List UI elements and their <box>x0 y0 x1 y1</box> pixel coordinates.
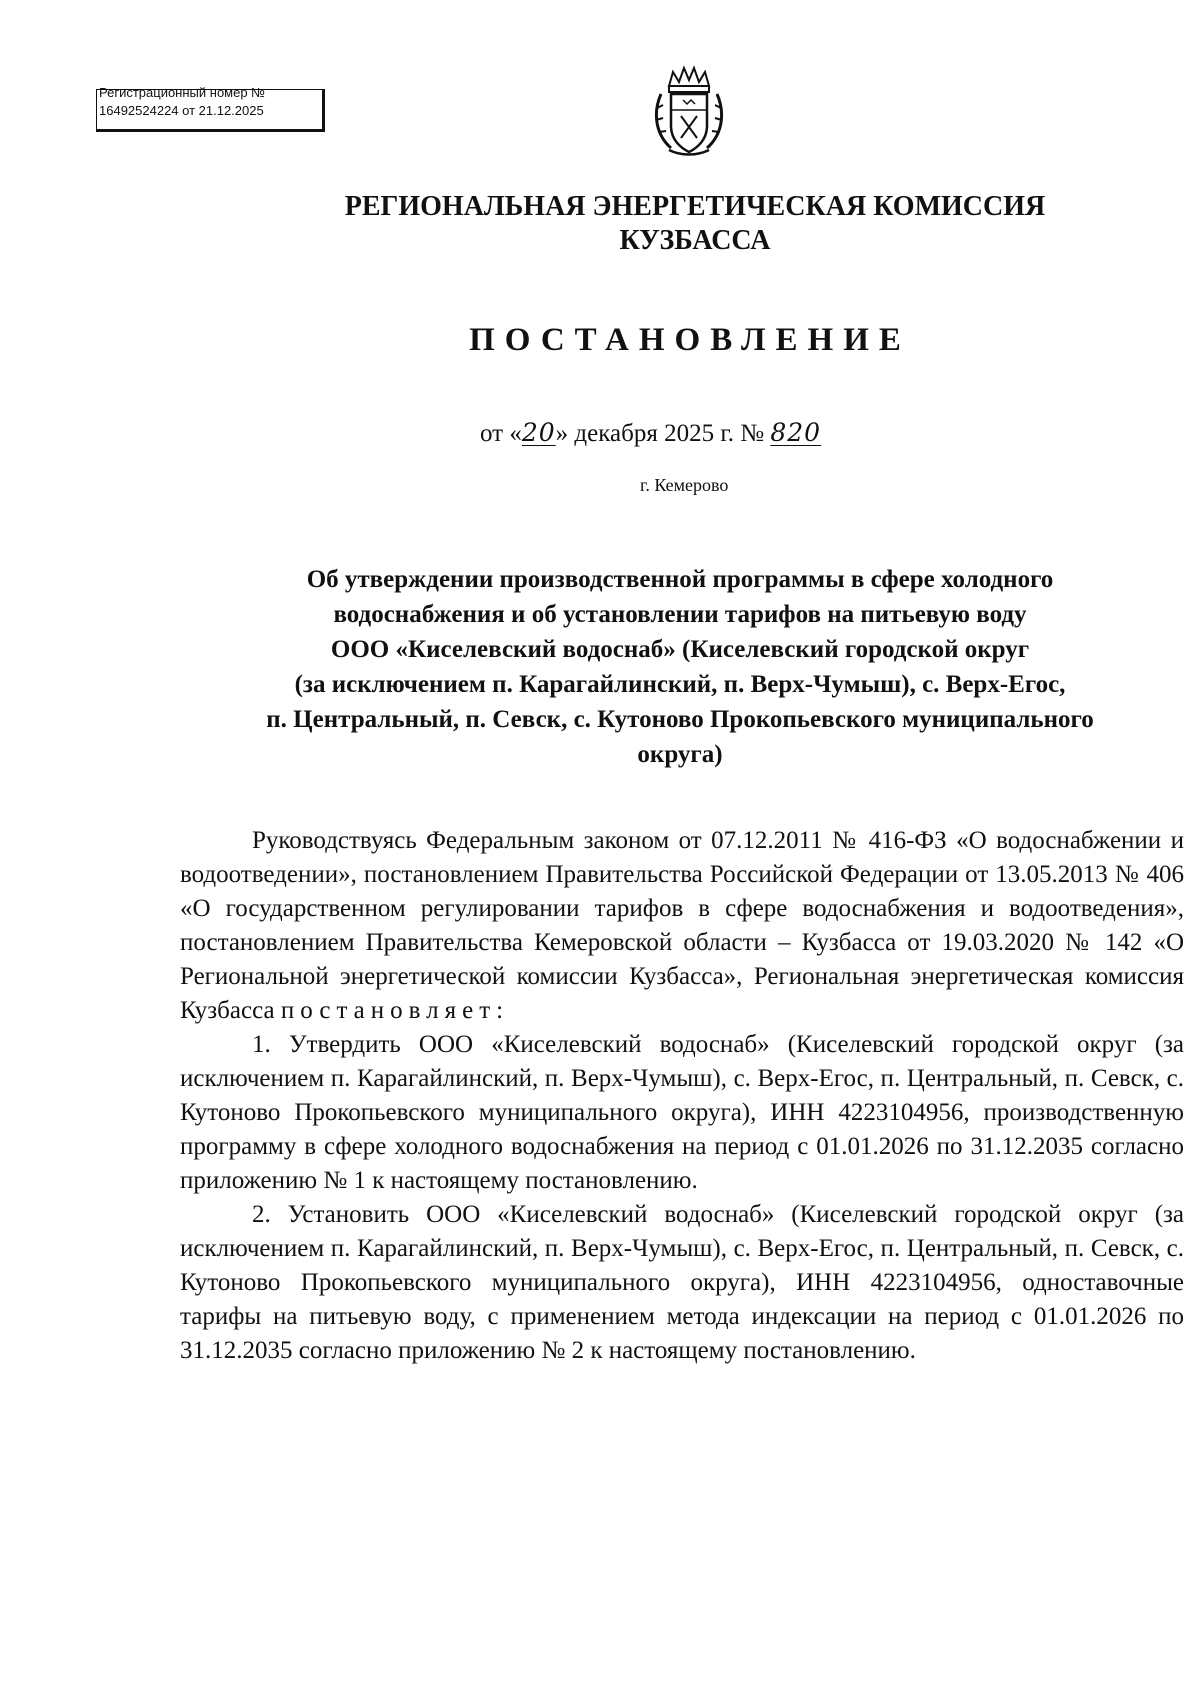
title-line: (за исключением п. Карагайлинский, п. Верх-Чумыш), с. Верх-Егос, <box>294 671 1066 698</box>
handwritten-day: 20 <box>521 418 556 447</box>
decree-word: постановляет: <box>280 997 510 1024</box>
document-title <box>170 562 1190 772</box>
clause-2: 2. Установить ООО «Киселевский водоснаб» (Киселевский городской округ (за исключением п. Карагайлинский, п. Верх-Чумыш), с. Верх-Егос, п. Центральный, п. Севск, с. Кутоново Прокопьевского муниципального округа), ИНН 4223104956, одноставочные тарифы на питьевую воду, с применением метода индексации на период с 01.01.2026 по 31.12.2035 согласно приложению № 2 к настоящему постановлению. <box>180 1201 1184 1364</box>
title-line: округа) <box>637 741 723 768</box>
city: г. Кемерово <box>640 475 729 495</box>
organization-line-1: РЕГИОНАЛЬНАЯ ЭНЕРГЕТИЧЕСКАЯ КОМИССИЯ <box>344 191 1046 222</box>
title-line: п. Центральный, п. Севск, с. Кутоново Прокопьевского муниципального <box>266 706 1094 733</box>
document-type: ПОСТАНОВЛЕНИЕ <box>469 322 911 358</box>
registration-label: Регистрационный номер № <box>99 85 266 100</box>
date-middle: » декабря 2025 г. № <box>555 420 771 447</box>
title-line: Об утверждении производственной программы в сфере холодного <box>306 566 1054 593</box>
title-line: водоснабжения и об установлении тарифов на питьевую воду <box>333 601 1027 628</box>
handwritten-number: 820 <box>770 418 822 447</box>
document-body <box>180 824 1184 1368</box>
registration-stamp <box>96 85 325 132</box>
kuzbass-coat-of-arms-icon <box>647 64 731 160</box>
date-prefix: от « <box>480 420 522 447</box>
organization-line-2: КУЗБАССА <box>619 225 771 256</box>
clause-1: 1. Утвердить ООО «Киселевский водоснаб» (Киселевский городской округ (за исключением п. Карагайлинский, п. Верх-Чумыш), с. Верх-Егос, п. Центральный, п. Севск, с. Кутоново Прокопьевского муниципального округа), ИНН 4223104956, производственную программу в сфере холодного водоснабжения на период с 01.01.2026 по 31.12.2035 согласно приложению № 1 к настоящему постановлению. <box>180 1031 1184 1194</box>
registration-number: 16492524224 от 21.12.2025 <box>99 103 264 118</box>
title-line: ООО «Киселевский водоснаб» (Киселевский городской округ <box>330 636 1030 663</box>
preamble-paragraph <box>180 824 1184 1028</box>
preamble-text: Руководствуясь Федеральным законом от 07.12.2011 № 416-ФЗ «О водоснабжении и водоотведении», постановлением Правительства Российской Федерации от 13.05.2013 № 406 «О государственном регулировании тарифов в сфере водоснабжения и водоотведения», постановлением Правительства Кемеровской области – Кузбасса от 19.03.2020 № 142 «О Региональной энергетической комиссии Кузбасса», Региональная энергетическая комиссия Кузбасса <box>180 827 1184 1024</box>
document-date <box>480 418 940 448</box>
organization-name <box>300 190 1090 258</box>
